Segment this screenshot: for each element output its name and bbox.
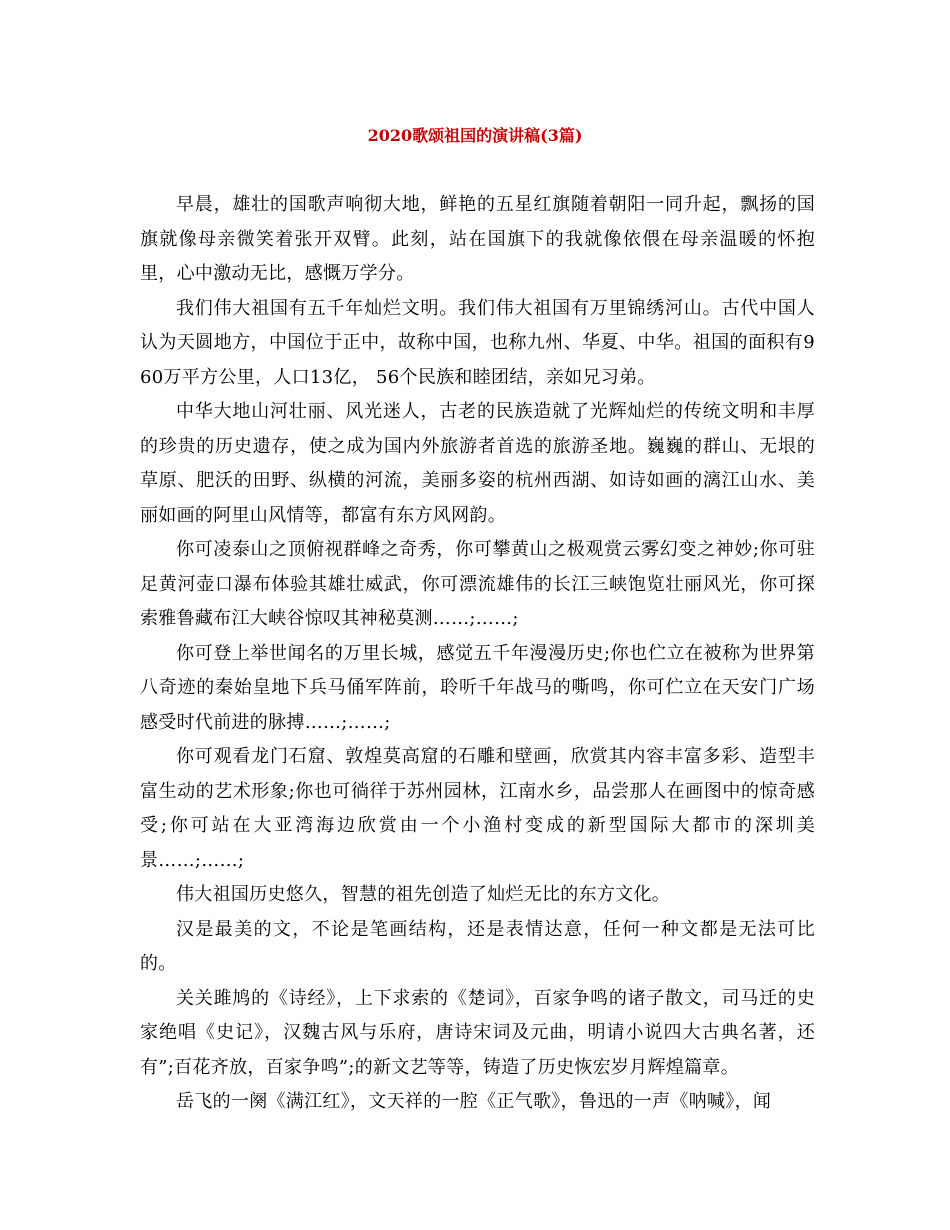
document-body bbox=[140, 188, 815, 1120]
paragraph: 汉是最美的文，不论是笔画结构，还是表情达意，任何一种文都是无法可比的。 bbox=[140, 918, 815, 974]
paragraph: 你可凌泰山之顶俯视群峰之奇秀，你可攀黄山之极观赏云雾幻变之神妙;你可驻足黄河壶口瀑布体验其雄壮威武，你可漂流雄伟的长江三峡饱览壮丽风光，你可探索雅鲁藏布江大峡谷惊叹其神秘莫测……;……; bbox=[140, 539, 815, 629]
paragraph: 你可登上举世闻名的万里长城，感觉五千年漫漫历史;你也伫立在被称为世界第八奇迹的秦始皇地下兵马俑军阵前，聆听千年战马的嘶鸣，你可伫立在天安门广场感受时代前进的脉搏……;……; bbox=[140, 642, 815, 733]
paragraph: 你可观看龙门石窟、敦煌莫高窟的石雕和壁画，欣赏其内容丰富多彩、造型丰富生动的艺术形象;你也可徜徉于苏州园林，江南水乡，品尝那人在画图中的惊奇感受;你可站在大亚湾海边欣赏由一个小渔村变成的新型国际大都市的深圳美景……;……; bbox=[140, 746, 815, 871]
paragraph: 中华大地山河壮丽、风光迷人，古老的民族造就了光辉灿烂的传统文明和丰厚的珍贵的历史遗存，使之成为国内外旅游者首选的旅游圣地。巍巍的群山、无垠的草原、肥沃的田野、纵横的河流，美丽多姿的杭州西湖、如诗如画的漓江山水、美丽如画的阿里山风情等，都富有东方风网韵。 bbox=[140, 401, 815, 526]
paragraph: 我们伟大祖国有五千年灿烂文明。我们伟大祖国有万里锦绣河山。古代中国人认为天圆地方，中国位于正中，故称中国，也称九州、华夏、中华。祖国的面积有960万平方公里，人口13亿， 56个民族和睦团结，亲如兄习弟。 bbox=[140, 297, 815, 388]
paragraph: 关关雎鸠的《诗经》，上下求索的《楚词》，百家争鸣的诸子散文，司马迁的史家绝唱《史记》，汉魏古风与乐府，唐诗宋词及元曲，明请小说四大古典名著，还有”;百花齐放，百家争鸣”;的新文艺等等，铸造了历史恢宏岁月辉煌篇章。 bbox=[140, 987, 815, 1078]
page-title: 2020歌颂祖国的演讲稿(3篇) bbox=[367, 126, 583, 145]
paragraph: 岳飞的一阕《满江红》，文天祥的一腔《正气歌》，鲁迅的一声《呐喊》，闻 bbox=[176, 1091, 772, 1112]
paragraph: 早晨，雄壮的国歌声响彻大地，鲜艳的五星红旗随着朝阳一同升起，飘扬的国旗就像母亲微笑着张开双臂。此刻，站在国旗下的我就像依偎在母亲温暖的怀抱里，心中激动无比，感慨万学分。 bbox=[140, 194, 815, 284]
paragraph: 伟大祖国历史悠久，智慧的祖先创造了灿烂无比的东方文化。 bbox=[176, 884, 671, 905]
